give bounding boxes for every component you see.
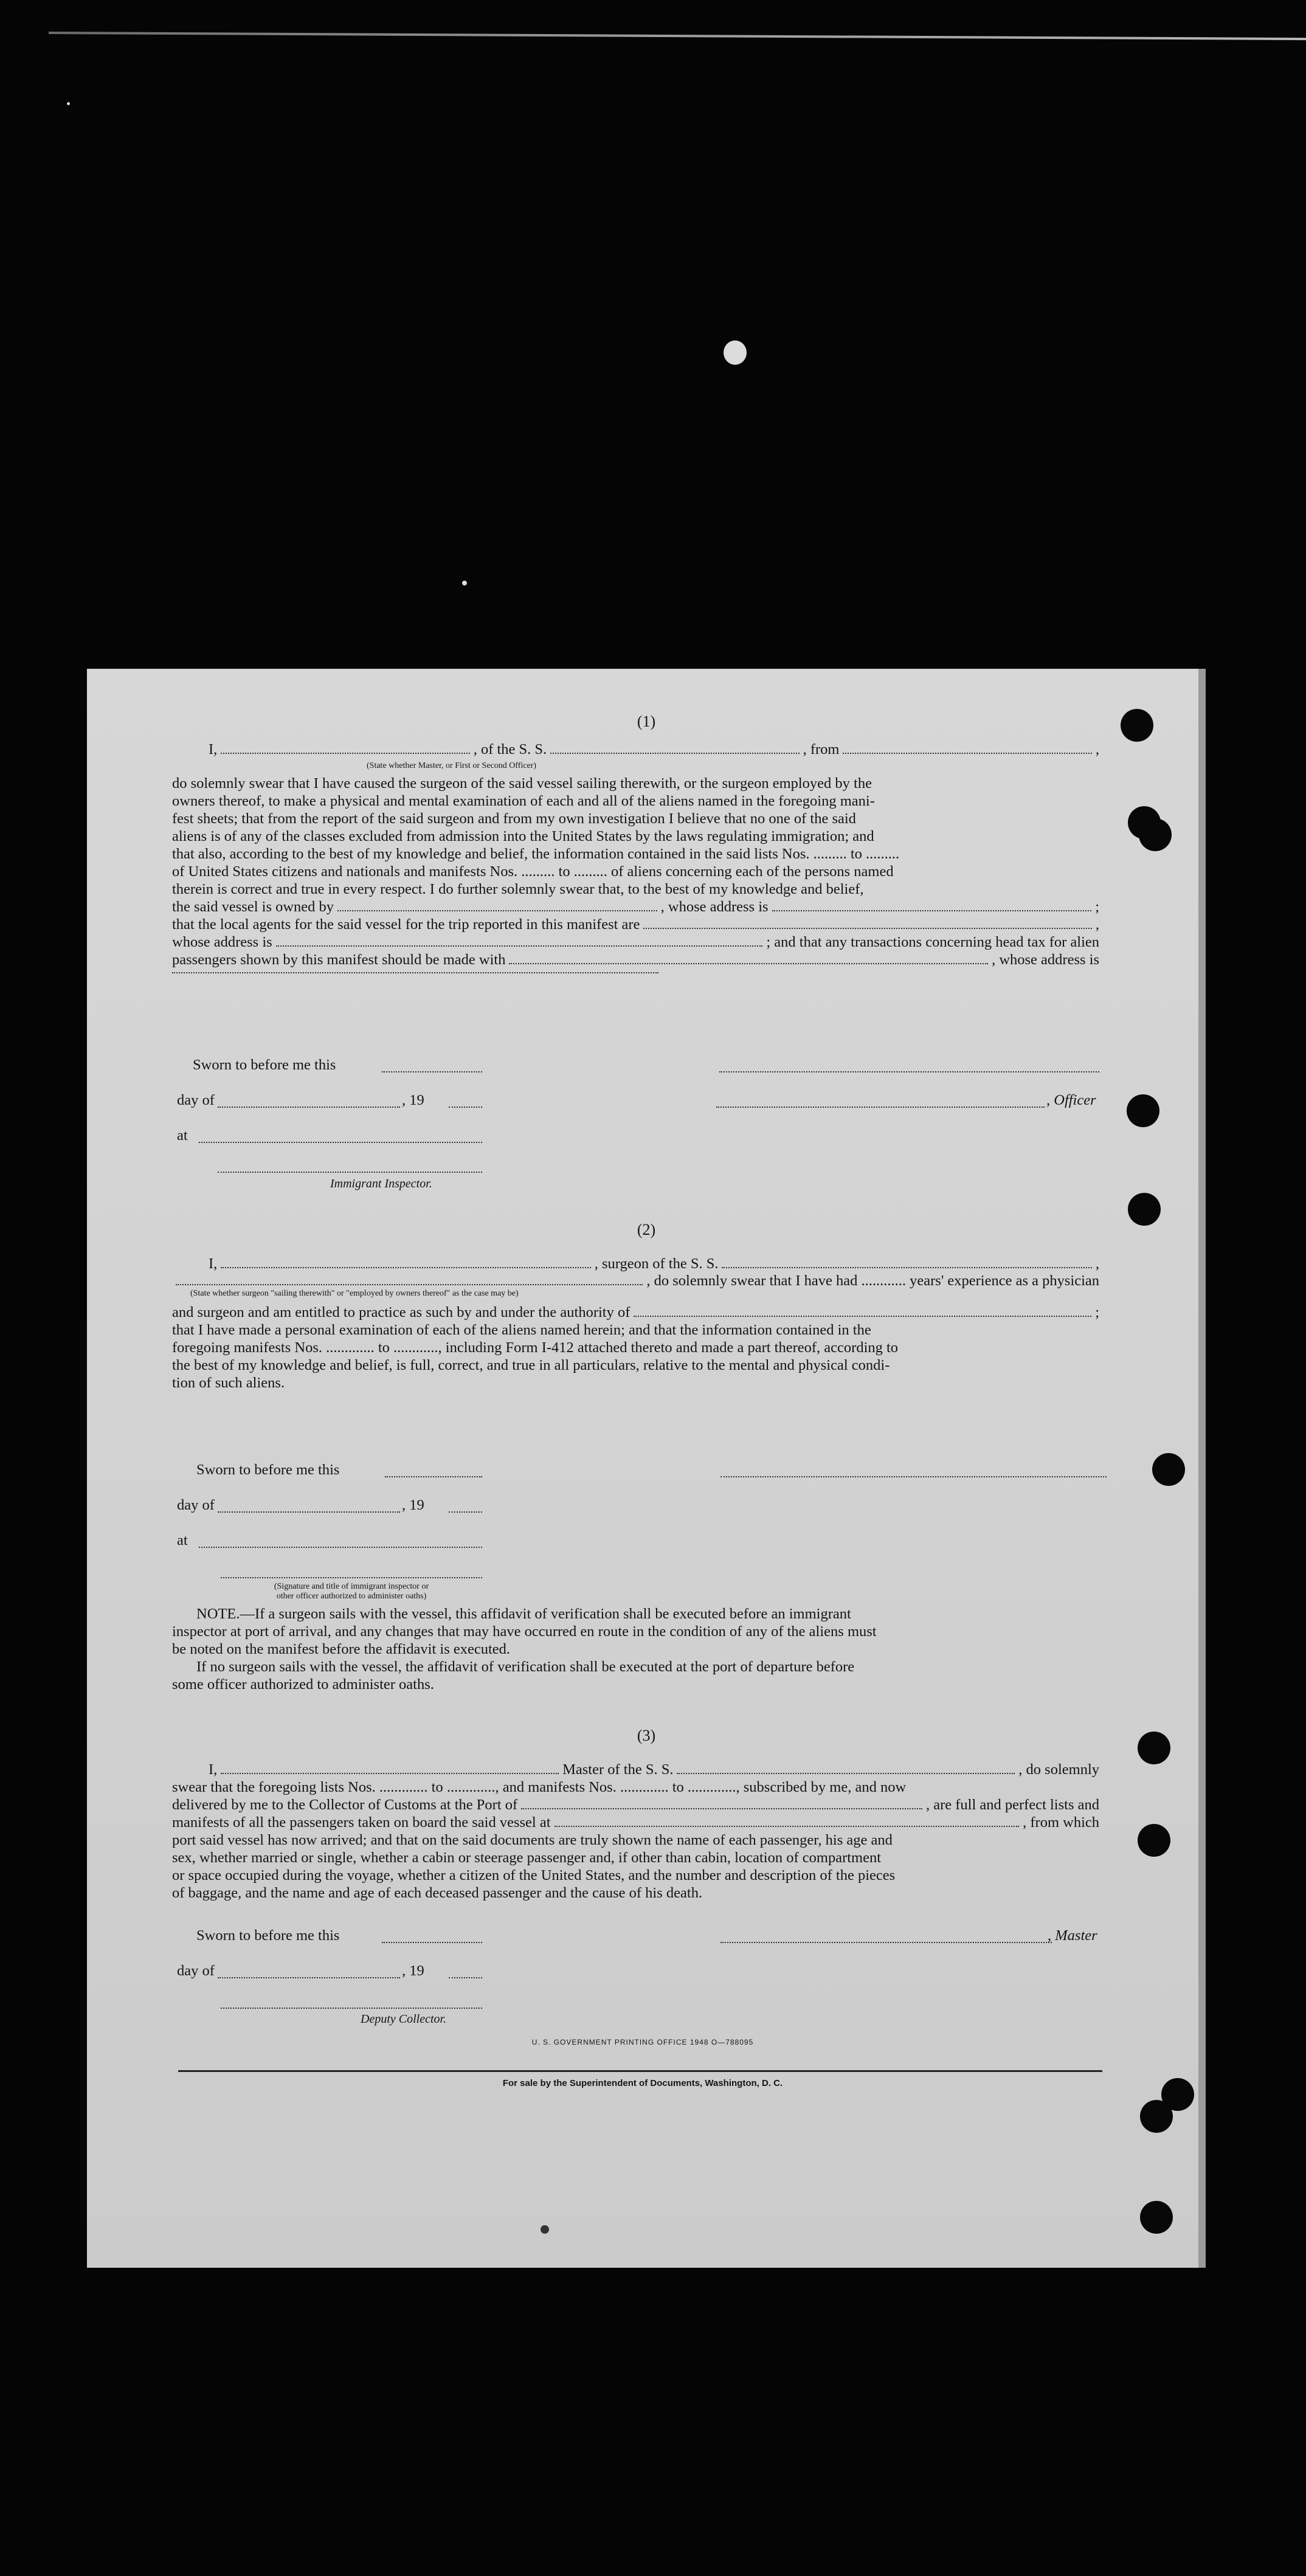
surgeon-note: (State whether surgeon "sailing therewith" or "employed by owners thereof" as the case may be) [190,1289,519,1298]
scan-speck [724,340,747,365]
signature-line [720,1476,1107,1477]
at-label: at [177,1532,188,1549]
year-label: , 19 [402,1497,424,1513]
inspector-label: Immigrant Inspector. [330,1177,432,1190]
day-label: day of [177,1497,215,1513]
punch-hole [1140,2201,1173,2234]
scan-speck [541,2225,549,2234]
master-line: I, Master of the S. S. , do solemnly [209,1761,1100,1778]
officer-line: I, , of the S. S. , from , [209,741,1099,758]
master-label: , Master [1048,1927,1097,1944]
scan-speck [462,581,467,585]
punch-hole [1152,1453,1185,1486]
footer-rule [178,2070,1102,2072]
section-number: (3) [637,1727,656,1744]
day-label: day of [177,1963,215,1979]
punch-hole [1127,1094,1159,1127]
scan-speck [67,102,70,105]
signature-line [719,1071,1099,1072]
manifest-affidavit-sheet: (1) I, , of the S. S. , from , (State whether Master, or First or Second Officer) do solemnly swear that I have caused the surgeon of the said vessel sailing therewith, or the surgeon employed by the owners thereof, to make a physical and mental examination of each and all of the aliens named in the foregoing mani- fest sheets; that from the report of the said surgeon and from my own investigation I believe that no one of the said aliens is of any of the classes excluded from admission into the United States by the laws regulating immigration; and that also, according to the best of my knowledge and belief, the information contained in the said lists Nos. ......... to ......... of United States citizens and nationals and manifests Nos. ......... to ......... of aliens concerning each of the persons named therein is correct and true in every respect. I do further solemnly swear that, to the best of my knowledge and belief, the said vessel is owned by , whose address is ; that the local agents for the said vessel for the trip reported in this manifest are , whose address is ; and that any transactions concerning head tax for alien passengers shown by this manifest should be made with , whose address is Sworn to before me this day of , 19 , Officer at Immigrant Inspector. (2) I, , surgeon of the S. S. , , do solemnly swear that I have had ............ years' experience as a physician (State whether surgeon "sailing therewith" or "employed by owners thereof" as the case may be) and surgeon and am entitled to practice as such by and under the authority of ; that I have made a personal examination of each of the aliens named herein; and that the information contained in the foregoing manifests Nos. ............. to ............, including Form I-412 attached thereto and made a part thereof, according to the best of my knowledge and belief, is full, correct, and true in all particulars, relative to the mental and physical condi- tion of such aliens. Sworn to before me this day of , 19 at (Signature and title of immigrant inspector or other officer authorized to administer oaths) NOTE.—If a surgeon sails with the vessel, this affidavit of verification shall be executed before an immigrant inspector at port of arrival, and any changes that may have occurred en route in the condition of any of the aliens must be noted on the manifest before the affidavit is executed. If no surgeon sails with the vessel, the affidavit of verification shall be executed at the port of departure before some officer authorized to administer oaths. (3) I, Master of the S. S. , do solemnly swear that the foregoing lists Nos. ............. to ............., and manifests Nos. ............. to ............., subscribed by me, and now delivered by me to the Collector of Customs at the Port of , are full and perfect lists and manifests of all the passengers taken on board the said vessel at , from which port said vessel has now arrived; and that on the said documents are truly shown the name of each passenger, his age and sex, whether married or single, whether a cabin or steerage passenger and, if other than cabin, location of compartment or space occupied during the voyage, whether a citizen of the United States, and the number and description of the pieces of baggage, and the name and age of each deceased passenger and the cause of his death. Sworn to before me this , Master day of , 19 Deputy Collector. U. S. GOVERNMENT PRINTING OFFICE 1948 O—788095 For sale by the Superintendent of Documents, Washington, D. C. [87,669,1206,2268]
year-label: , 19 [402,1963,424,1979]
at-label: at [177,1127,188,1144]
scan-top-line [49,32,1306,40]
officer-label: , Officer [1046,1092,1096,1108]
punch-hole [1138,1824,1170,1857]
year-label: , 19 [402,1092,424,1108]
sworn-label: Sworn to before me this [196,1927,340,1944]
section-number: (1) [637,713,656,730]
sale-notice: For sale by the Superintendent of Documents, Washington, D. C. [502,2078,783,2088]
day-label: day of [177,1092,215,1108]
punch-hole [1139,818,1172,851]
punch-hole [1140,2100,1173,2133]
paragraph-body: swear that the foregoing lists Nos. ............. to ............., and manifests Nos. ............. to ............., subscribed by me, and now delivered by me to the Collector of Customs at the Port of , are full and perfect lists and manifests of all the passengers taken on board the said vessel at , from which port said vessel has now arrived; and that on the said documents are truly shown the name of each passenger, his age and sex, whether married or single, whether a cabin or steerage passenger and, if other than cabin, location of compartment or space occupied during the voyage, whether a citizen of the United States, and the number and description of the pieces of baggage, and the name and age of each deceased passenger and the cause of his death. [172,1779,1099,1901]
surgeon-note-block: NOTE.—If a surgeon sails with the vessel, this affidavit of verification shall be executed before an immigrant inspector at port of arrival, and any changes that may have occurred en route in the condition of any of the aliens must be noted on the manifest before the affidavit is executed. If no surgeon sails with the vessel, the affidavit of verification shall be executed at the port of departure before some officer authorized to administer oaths. [172,1606,877,1693]
officer-note: (State whether Master, or First or Second Officer) [367,761,537,770]
signature-caption: (Signature and title of immigrant inspector or other officer authorized to administer oaths) [274,1582,429,1601]
paragraph-body: do solemnly swear that I have caused the surgeon of the said vessel sailing therewith, or the surgeon employed by the owners thereof, to make a physical and mental examination of each and all of the aliens named in the foregoing mani- fest sheets; that from the report of the said surgeon and from my own investigation I believe that no one of the said aliens is of any of the classes excluded from admission into the United States by the laws regulating immigration; and that also, according to the best of my knowledge and belief, the information contained in the said lists Nos. ......... to ......... of United States citizens and nationals and manifests Nos. ......... to ......... of aliens concerning each of the persons named therein is correct and true in every respect. I do further solemnly swear that, to the best of my knowledge and belief, the said vessel is owned by , whose address is ; that the local agents for the said vessel for the trip reported in this manifest are , whose address is ; and that any transactions concerning head tax for alien passengers shown by this manifest should be made with , whose address is [172,775,1099,973]
surgeon-line: I, , surgeon of the S. S. , [209,1255,1100,1272]
paragraph-body: and surgeon and am entitled to practice as such by and under the authority of ; that I have made a personal examination of each of the aliens named herein; and that the information contained in the foregoing manifests Nos. ............. to ............, including Form I-412 attached thereto and made a part thereof, according to the best of my knowledge and belief, is full, correct, and true in all particulars, relative to the mental and physical condi- tion of such aliens. [172,1304,1099,1391]
signature-line [720,1942,1052,1943]
collector-label: Deputy Collector. [361,2012,447,2026]
section-number: (2) [637,1221,656,1238]
sworn-label: Sworn to before me this [196,1462,340,1478]
printing-office-imprint: U. S. GOVERNMENT PRINTING OFFICE 1948 O—788095 [531,2038,754,2046]
sworn-label: Sworn to before me this [193,1057,336,1073]
